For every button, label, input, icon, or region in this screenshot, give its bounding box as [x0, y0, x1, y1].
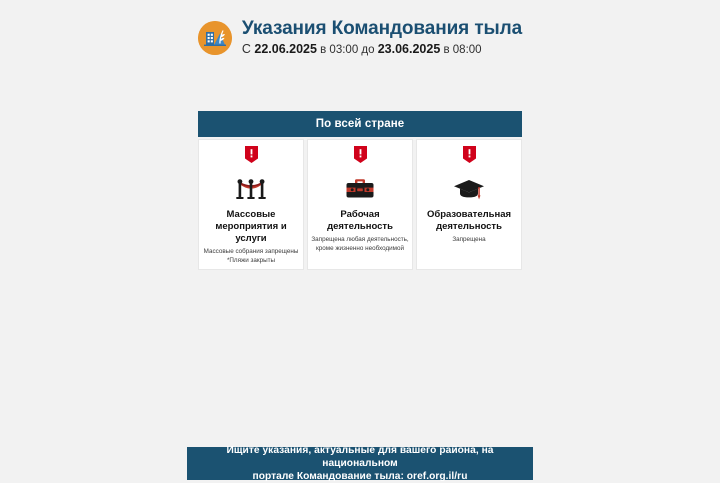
- date-from: 22.06.2025: [254, 42, 317, 56]
- card-title: Рабочая деятельность: [327, 209, 393, 232]
- scope-label: По всей стране: [315, 118, 405, 130]
- footer-banner[interactable]: [187, 447, 533, 480]
- alert-exclamation-badge-icon: [245, 146, 258, 163]
- time-from-label: в 03:00 до: [316, 44, 378, 56]
- card-subtext-line1: Массовые собрания запрещены: [203, 248, 299, 255]
- guideline-card-mass-events[interactable]: [198, 139, 304, 270]
- time-to-label: в 08:00: [440, 44, 482, 56]
- footer-text: [201, 444, 519, 483]
- guidelines-panel: [198, 111, 522, 270]
- header-text-block: [242, 18, 522, 58]
- card-title: Образовательная деятельность: [426, 209, 512, 232]
- guideline-card-work-activity[interactable]: [307, 139, 413, 270]
- scope-banner: [198, 111, 522, 137]
- page-title: Указания Командования тыла: [241, 18, 523, 39]
- page-header: [0, 18, 720, 58]
- shelter-building-icon: [198, 21, 232, 55]
- alert-exclamation-badge-icon: [463, 146, 476, 163]
- footer-line-1: Ищите указания, актуальные для вашего района, на национальном: [226, 445, 494, 469]
- graduation-cap-icon: [453, 172, 485, 202]
- date-to: 23.06.2025: [377, 42, 441, 56]
- date-prefix: С: [241, 42, 255, 56]
- header-inner: [198, 18, 522, 58]
- guideline-card-education[interactable]: [416, 139, 522, 270]
- card-subtext-line2: кроме жизненно необходимой: [315, 244, 404, 252]
- briefcase-icon: [344, 172, 376, 202]
- card-title: Массовые мероприятия и услуги: [215, 209, 287, 244]
- alert-exclamation-badge-icon: [354, 146, 367, 163]
- card-subtext-line1: Запрещена: [452, 236, 486, 243]
- card-subtext-line1: Запрещена любая деятельность,: [311, 236, 409, 243]
- guideline-cards: [198, 139, 522, 270]
- stanchion-rope-barrier-icon: [234, 172, 268, 202]
- card-subtext-line2: *Пляжи закрыты: [226, 256, 276, 264]
- footer-line-2: портале Командование тыла: oref.org.il/ru: [252, 471, 468, 482]
- validity-period: [242, 41, 522, 58]
